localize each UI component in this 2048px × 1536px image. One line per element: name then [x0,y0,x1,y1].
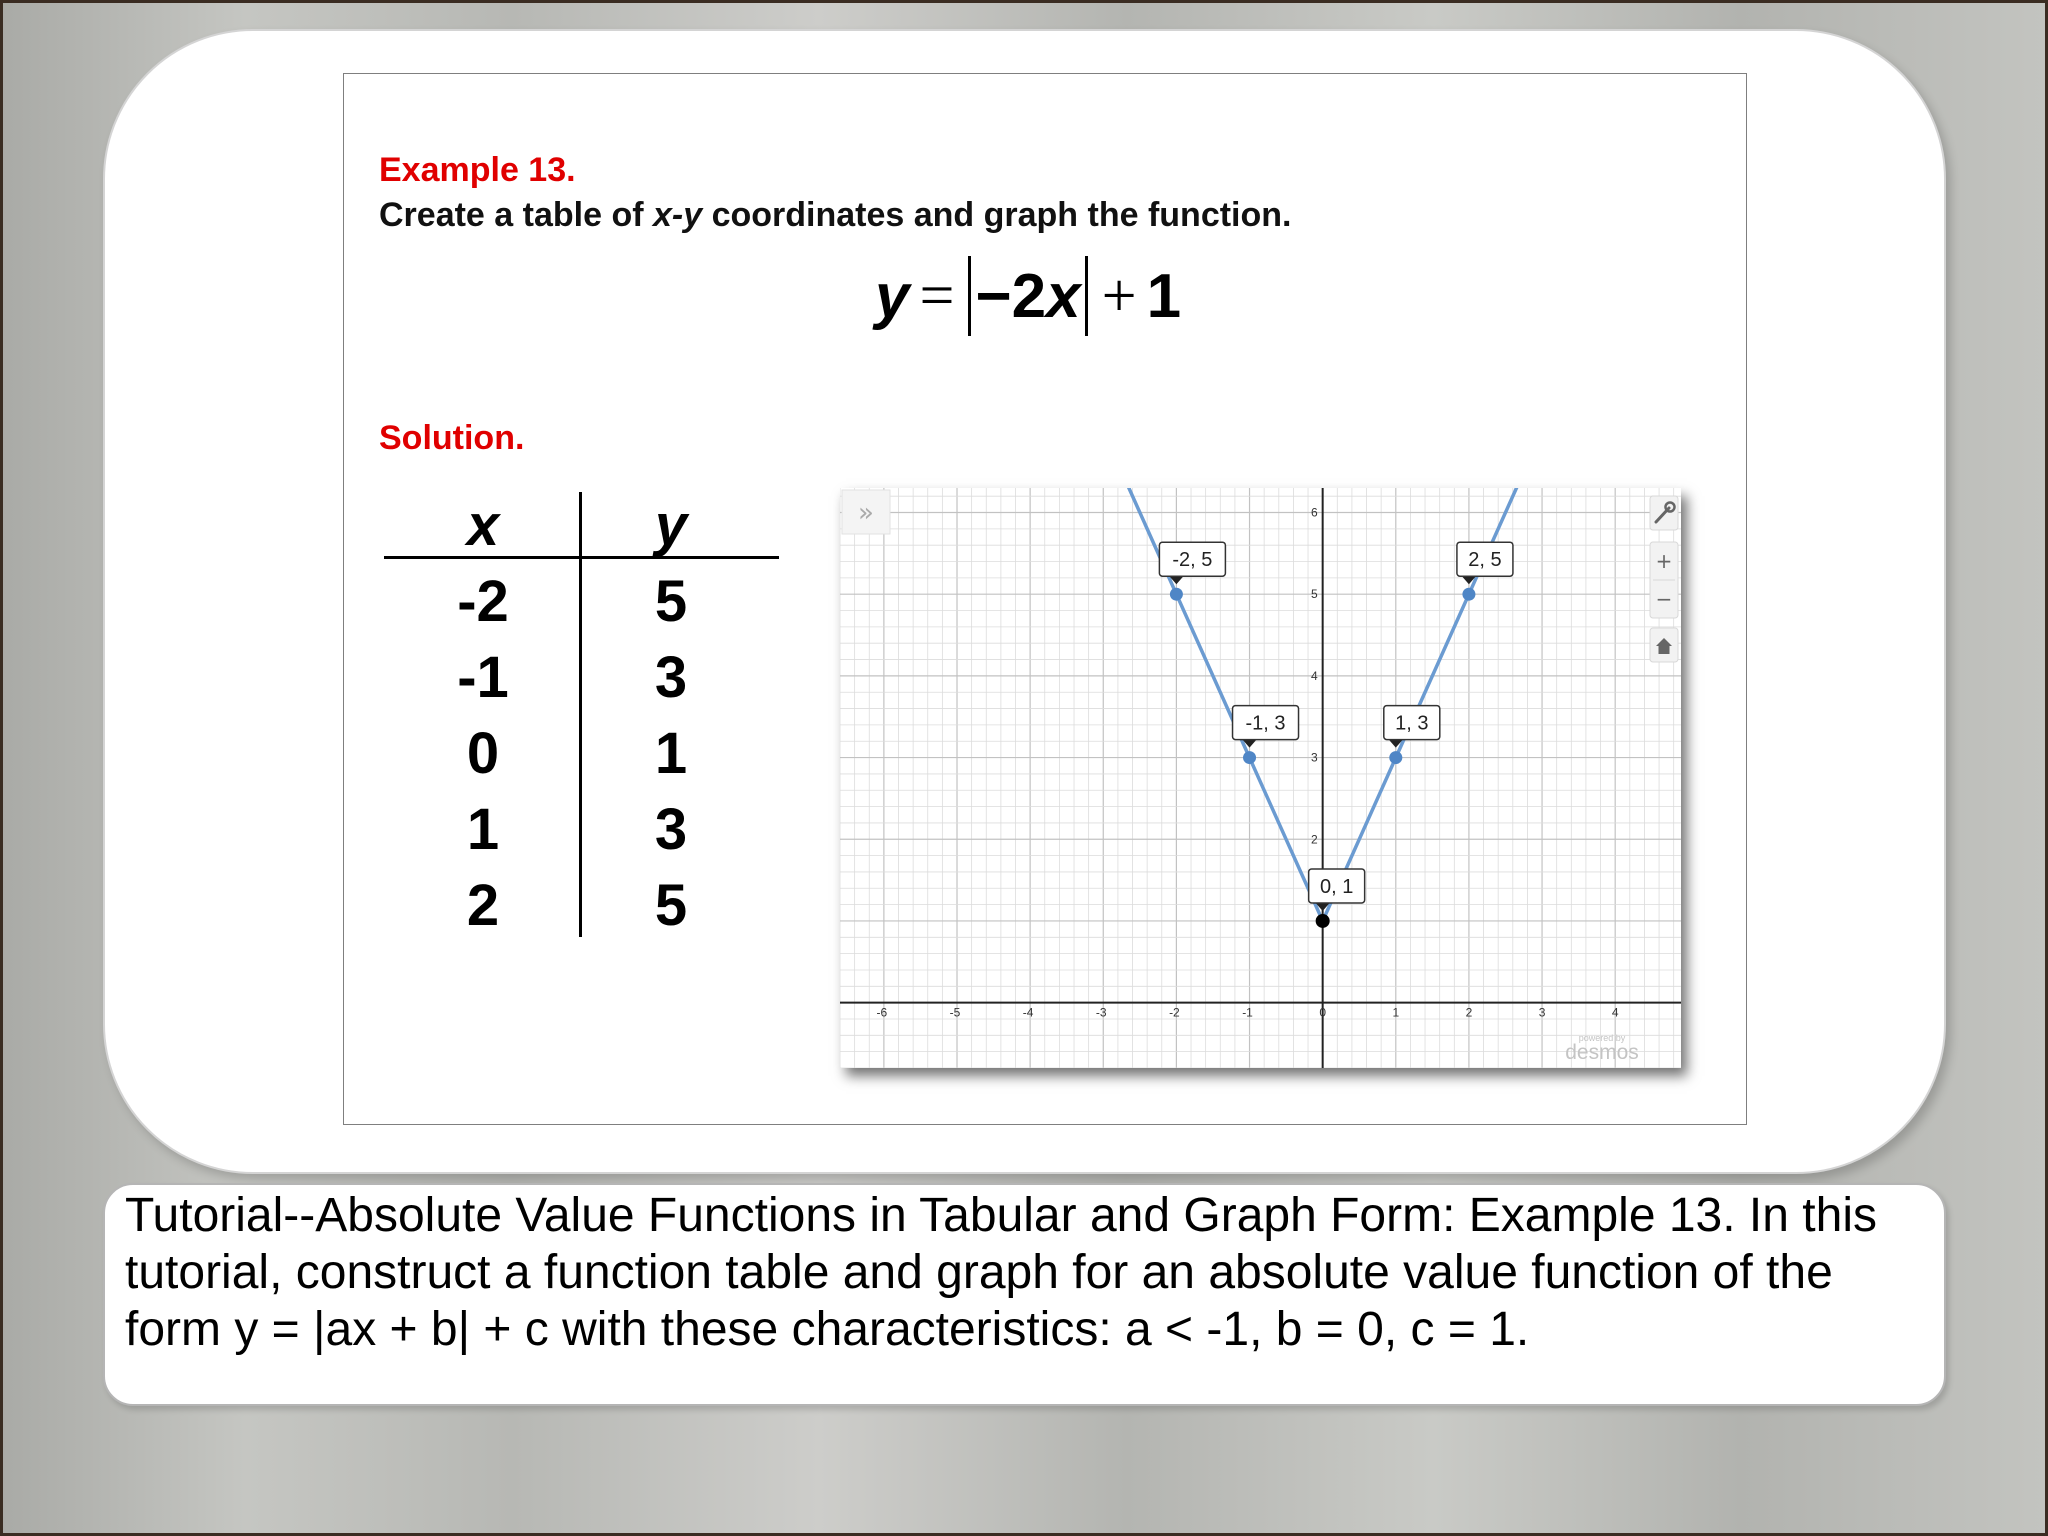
table-cell-y: 3 [654,645,688,710]
x-tick-label: 2 [1465,1005,1473,1020]
data-point [1462,588,1475,601]
xy-table [384,492,779,937]
y-tick-label: 3 [1310,750,1318,765]
equation-plus: + [1101,261,1137,330]
y-tick-label: 4 [1310,668,1318,683]
point-label: 1, 3 [1395,712,1429,735]
y-tick-label: 5 [1310,587,1318,602]
zoom-in-button[interactable]: + [1655,549,1673,573]
solution-label: Solution. [379,419,525,457]
y-tick-label: 6 [1310,505,1318,520]
powered-by-text: powered by [1578,1033,1626,1043]
table-header-y: y [654,493,688,558]
table-cell-x: 1 [466,797,500,862]
x-tick-label: 3 [1538,1005,1546,1020]
caption-text: Tutorial--Absolute Value Functions in Tabular and Graph Form: Example 13. In this tutorial, construct a function table and graph for an absolute value function of the form y = |ax + b| + c with these characteristics: a < -1, b = 0, c = 1. [125,1189,1877,1356]
desmos-logo: desmos [1565,1041,1639,1064]
x-tick-label: 4 [1611,1005,1619,1020]
table-cell-y: 5 [654,873,688,938]
abs-bar-right [1085,256,1088,336]
data-point [1243,751,1256,764]
point-label: 2, 5 [1468,549,1502,572]
example-title: Example 13. [379,151,576,189]
equation-constant: 1 [1146,261,1182,331]
desmos-graph-panel[interactable] [840,488,1681,1068]
instruction-variable: x-y [652,196,703,234]
point-label: -1, 3 [1245,712,1286,735]
y-tick-label: 2 [1310,832,1318,847]
x-tick-label: 0 [1319,1005,1327,1020]
table-cell-y: 5 [654,569,688,634]
x-tick-label: -1 [1242,1005,1253,1020]
abs-bar-left [968,256,971,336]
slide-card [103,29,1946,1174]
caption-box [103,1183,1946,1406]
data-point [1170,588,1183,601]
instruction-part-2: coordinates and graph the function. [702,196,1292,234]
instruction-part-1: Create a table of [379,196,653,234]
equation-variable: x [1046,261,1081,331]
data-point [1389,751,1402,764]
x-tick-label: -2 [1169,1005,1180,1020]
slide-content [343,73,1747,1125]
x-tick-label: -5 [949,1005,961,1020]
zoom-out-button[interactable]: − [1655,587,1673,611]
function-equation [875,256,1181,336]
table-cell-x: -1 [457,645,509,710]
x-tick-label: -4 [1022,1005,1034,1020]
point-label: -2, 5 [1172,549,1213,572]
equation-equals: = [919,261,955,330]
table-cell-y: 1 [654,721,688,786]
instruction-text [379,196,1291,235]
table-header-x: x [466,493,500,558]
expand-list-icon: » [858,498,874,528]
table-cell-x: 0 [466,721,500,786]
x-tick-label: -6 [876,1005,888,1020]
table-cell-x: -2 [457,569,509,634]
x-tick-label: 1 [1392,1005,1400,1020]
x-tick-label: -3 [1095,1005,1107,1020]
table-cell-y: 3 [654,797,688,862]
point-label: 0, 1 [1319,875,1354,898]
data-point [1316,914,1330,928]
equation-coefficient: −2 [975,261,1047,331]
graph-canvas[interactable] [840,488,1681,1068]
table-cell-x: 2 [466,873,500,938]
equation-lhs: y [875,261,910,331]
